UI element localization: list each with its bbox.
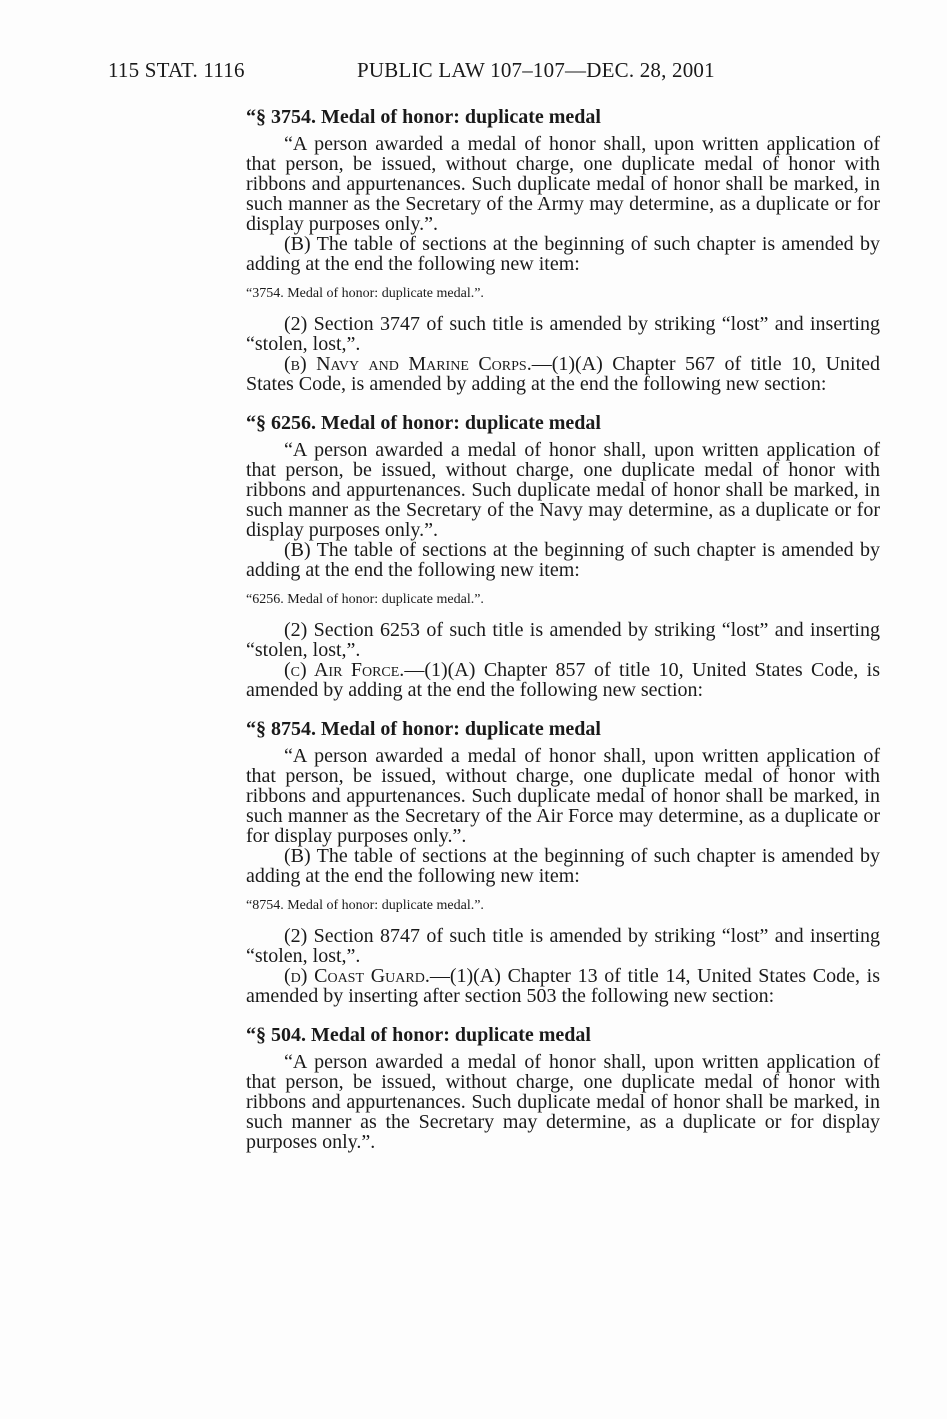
section-heading-3754: “§ 3754. Medal of honor: duplicate medal [246, 106, 601, 128]
subsection-air-force-text: —(1)(A) Chapter 857 of title 10, United States Code, is amended by adding at the end the following new section: [246, 659, 881, 701]
table-amendment-3754: (B) The table of sections at the beginning of such chapter is amended by adding at the end the following new item: [246, 233, 880, 275]
table-amendment-8754: (B) The table of sections at the beginning of such chapter is amended by adding at the end the following new item: [246, 845, 880, 887]
document-body [246, 106, 880, 1152]
subsection-navy-label: (b) Navy and Marine Corps. [284, 353, 532, 375]
toc-item-8754: “8754. Medal of honor: duplicate medal.”. [246, 898, 484, 913]
amendment-section-6253: (2) Section 6253 of such title is amended by striking “lost” and inserting “stolen, lost,”. [246, 619, 880, 661]
section-heading-8754: “§ 8754. Medal of honor: duplicate medal [246, 718, 601, 740]
subsection-coast-guard-text: —(1)(A) Chapter 13 of title 14, United States Code, is amended by inserting after section 503 the following new section: [246, 965, 880, 1007]
table-amendment-6256: (B) The table of sections at the beginning of such chapter is amended by adding at the end the following new item: [246, 539, 880, 581]
stat-page-number: 115 STAT. 1116 [108, 58, 245, 82]
subsection-air-force-label: (c) Air Force. [284, 659, 405, 681]
section-text-3754: “A person awarded a medal of honor shall, upon written application of that person, be issued, without charge, one duplicate medal of honor with ribbons and appurtenances. Such duplicate medal of honor shall be marked, in such manner as the Secretary of the Army may determine, as a duplicate or for display purposes only.”. [246, 133, 880, 235]
section-heading-6256: “§ 6256. Medal of honor: duplicate medal [246, 412, 601, 434]
section-text-504: “A person awarded a medal of honor shall, upon written application of that person, be issued, without charge, one duplicate medal of honor with ribbons and appurtenances. Such duplicate medal of honor shall be marked, in such manner as the Secretary may determine, as a duplicate or for display purposes only.”. [246, 1051, 880, 1153]
section-text-8754: “A person awarded a medal of honor shall, upon written application of that person, be issued, without charge, one duplicate medal of honor with ribbons and appurtenances. Such duplicate medal of honor shall be marked, in such manner as the Secretary of the Air Force may determine, as a duplicate or for display purposes only.”. [246, 745, 880, 847]
toc-item-3754: “3754. Medal of honor: duplicate medal.”. [246, 286, 484, 301]
amendment-section-3747: (2) Section 3747 of such title is amended by striking “lost” and inserting “stolen, lost,”. [246, 313, 880, 355]
amendment-section-8747: (2) Section 8747 of such title is amended by striking “lost” and inserting “stolen, lost,”. [246, 925, 880, 967]
toc-item-6256: “6256. Medal of honor: duplicate medal.”. [246, 592, 484, 607]
section-text-6256: “A person awarded a medal of honor shall, upon written application of that person, be issued, without charge, one duplicate medal of honor with ribbons and appurtenances. Such duplicate medal of honor shall be marked, in such manner as the Secretary of the Navy may determine, as a duplicate or for display purposes only.”. [246, 439, 880, 541]
subsection-navy-text: —(1)(A) Chapter 567 of title 10, United States Code, is amended by adding at the end the following new section: [246, 353, 880, 395]
subsection-air-force [246, 660, 880, 700]
subsection-coast-guard [246, 966, 880, 1006]
subsection-coast-guard-label: (d) Coast Guard. [284, 965, 430, 987]
subsection-navy [246, 354, 880, 394]
public-law-citation: PUBLIC LAW 107–107—DEC. 28, 2001 [357, 58, 715, 82]
section-heading-504: “§ 504. Medal of honor: duplicate medal [246, 1024, 591, 1046]
